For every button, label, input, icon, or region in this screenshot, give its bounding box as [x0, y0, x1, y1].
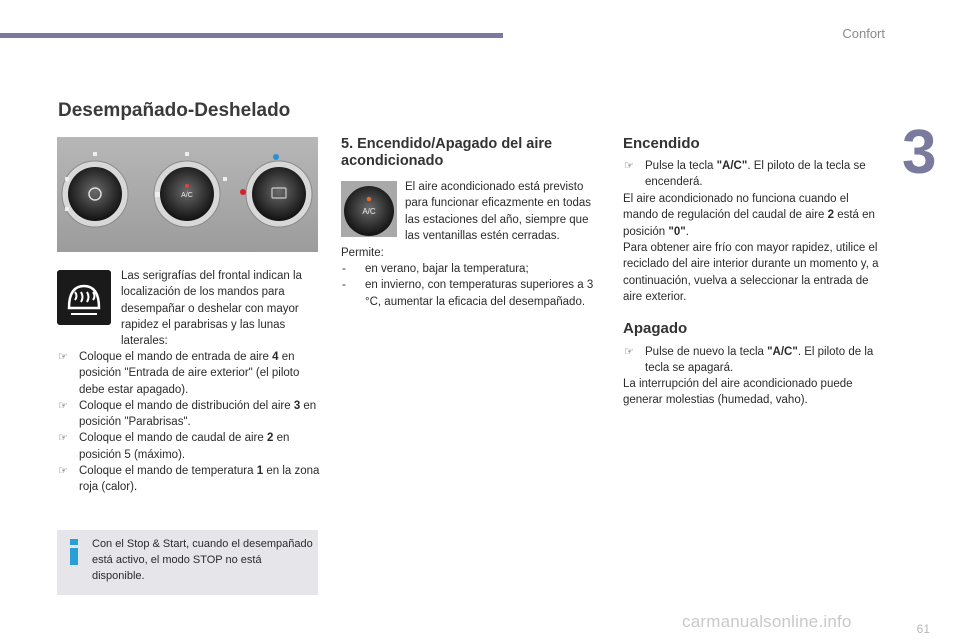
info-box: [57, 530, 318, 595]
dash-icon: -: [342, 263, 346, 275]
encendido-note: El aire acondicionado no funciona cuando el mando de regulación del caudal de aire 2 está en posición "0".: [623, 193, 875, 238]
encendido-title: Encendido: [623, 135, 700, 152]
list-item: ☞ Coloque el mando de entrada de aire 4 en posición "Entrada de aire exterior" (el piloto debe estar apagado).: [58, 351, 300, 396]
header-accent-bar: [0, 33, 503, 38]
rear-defrost-icon: [57, 270, 111, 325]
defrost-steps-list: [57, 349, 322, 496]
apagado-title: Apagado: [623, 320, 688, 337]
pointing-hand-icon: ☞: [624, 346, 634, 358]
chapter-number: 3: [902, 118, 937, 187]
info-icon: [68, 539, 80, 565]
pointing-hand-icon: ☞: [58, 399, 68, 412]
dash-icon: -: [342, 279, 346, 292]
encendido-steps: [623, 158, 885, 191]
control-panel-image: [57, 137, 318, 252]
list-item: - en verano, bajar la temperatura;: [341, 261, 603, 277]
list-item: - en invierno, con temperaturas superiores a 3 °C, aumentar la eficacia del desempañado.: [342, 279, 594, 308]
svg-text:A/C: A/C: [362, 207, 376, 216]
list-item: ☞ Coloque el mando de temperatura 1 en la zona roja (calor).: [58, 465, 320, 494]
section-5-title: 5. Encendido/Apagado del aire acondicionado: [341, 136, 553, 169]
pointing-hand-icon: ☞: [58, 432, 68, 445]
list-item: ☞ Coloque el mando de caudal de aire 2 en posición 5 (máximo).: [58, 432, 290, 461]
list-item: ☞ Coloque el mando de distribución del aire 3 en posición "Parabrisas".: [58, 399, 317, 429]
ac-button-image: [341, 181, 397, 237]
ac-benefits-list: [341, 261, 603, 310]
pointing-hand-icon: ☞: [58, 465, 68, 478]
watermark: carmanualsonline.info: [682, 612, 852, 631]
permite-label: Permite:: [341, 247, 384, 259]
info-text: Con el Stop & Start, cuando el desempañado está activo, el modo STOP no está disponible.: [92, 538, 313, 582]
svg-text:A/C: A/C: [181, 192, 193, 199]
page-number: 61: [916, 622, 930, 636]
section-name: Confort: [842, 26, 885, 41]
red-led-icon: [240, 189, 246, 195]
page-title: Desempañado-Deshelado: [58, 100, 291, 121]
apagado-steps: [623, 344, 885, 377]
defrost-intro-text: Las serigrafías del frontal indican la localización de los mandos para desempañar o deshelar con mayor rapidez el parabrisas y las lunas laterales:: [121, 270, 302, 348]
apagado-note: La interrupción del aire acondicionado puede generar molestias (humedad, vaho).: [623, 378, 853, 407]
list-item: ☞ Pulse de nuevo la tecla "A/C". El piloto de la tecla se apagará.: [624, 346, 874, 375]
list-item: ☞ Pulse la tecla "A/C". El piloto de la tecla se encenderá.: [624, 160, 866, 189]
blue-led-icon: [273, 154, 279, 160]
ac-description: El aire acondicionado está previsto para funcionar eficazmente en todas las estaciones del año, siempre que las ventanillas estén cerradas.: [405, 181, 592, 242]
encendido-tip: Para obtener aire frío con mayor rapidez, utilice el reciclado del aire interior durante un momento y, a continuación, vuelva a seleccionar la entrada de aire exterior.: [623, 242, 879, 303]
pointing-hand-icon: ☞: [58, 351, 68, 363]
pointing-hand-icon: ☞: [624, 160, 634, 172]
